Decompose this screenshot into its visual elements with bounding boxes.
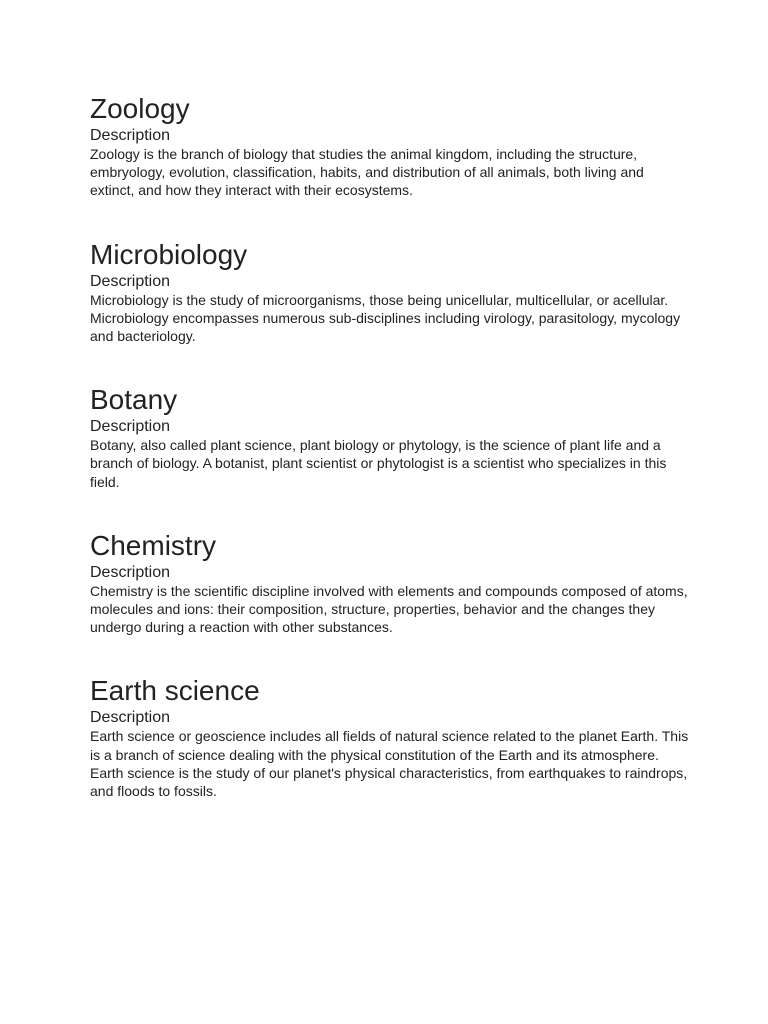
document-page (90, 92, 690, 838)
section-body: Earth science or geoscience includes all fields of natural science related to the planet Earth. This is a branch of science dealing with the physical constitution of the Earth and its atmosphere. Earth science is the study of our planet's physical characteristics, from earthquakes to raindrops, and floods to fossils. (90, 728, 689, 800)
section-body: Botany, also called plant science, plant biology or phytology, is the science of plant life and a branch of biology. A botanist, plant scientist or phytologist is a scientist who specializes in this field. (90, 437, 667, 490)
section-title: Zoology (90, 93, 190, 124)
section-zoology (90, 92, 690, 200)
section-title: Botany (90, 384, 178, 416)
section-body: Microbiology is the study of microorganisms, those being unicellular, multicellular, or acellular. Microbiology encompasses numerous sub-disciplines including virology, parasitology, mycology and bacteriology. (90, 291, 681, 345)
section-botany (90, 383, 690, 491)
section-body: Chemistry is the scientific discipline involved with elements and compounds composed of atoms, molecules and ions: their composition, structure, properties, behavior and the changes they undergo during a reaction with other substances. (90, 582, 688, 636)
section-title: Earth science (90, 675, 260, 707)
section-subtitle: Description (90, 709, 171, 727)
section-subtitle: Description (90, 127, 171, 144)
section-subtitle: Description (90, 272, 171, 290)
section-subtitle: Description (90, 418, 171, 436)
section-earth-science (90, 674, 690, 800)
section-chemistry (90, 529, 690, 637)
section-microbiology (90, 238, 690, 346)
section-body: Zoology is the branch of biology that studies the animal kingdom, including the structure, embryology, evolution, classification, habits, and distribution of all animals, both living and extinct, and how they interact with their ecosystems. (90, 146, 644, 199)
section-subtitle: Description (90, 563, 171, 581)
section-title: Microbiology (90, 238, 248, 270)
section-title: Chemistry (90, 529, 217, 561)
